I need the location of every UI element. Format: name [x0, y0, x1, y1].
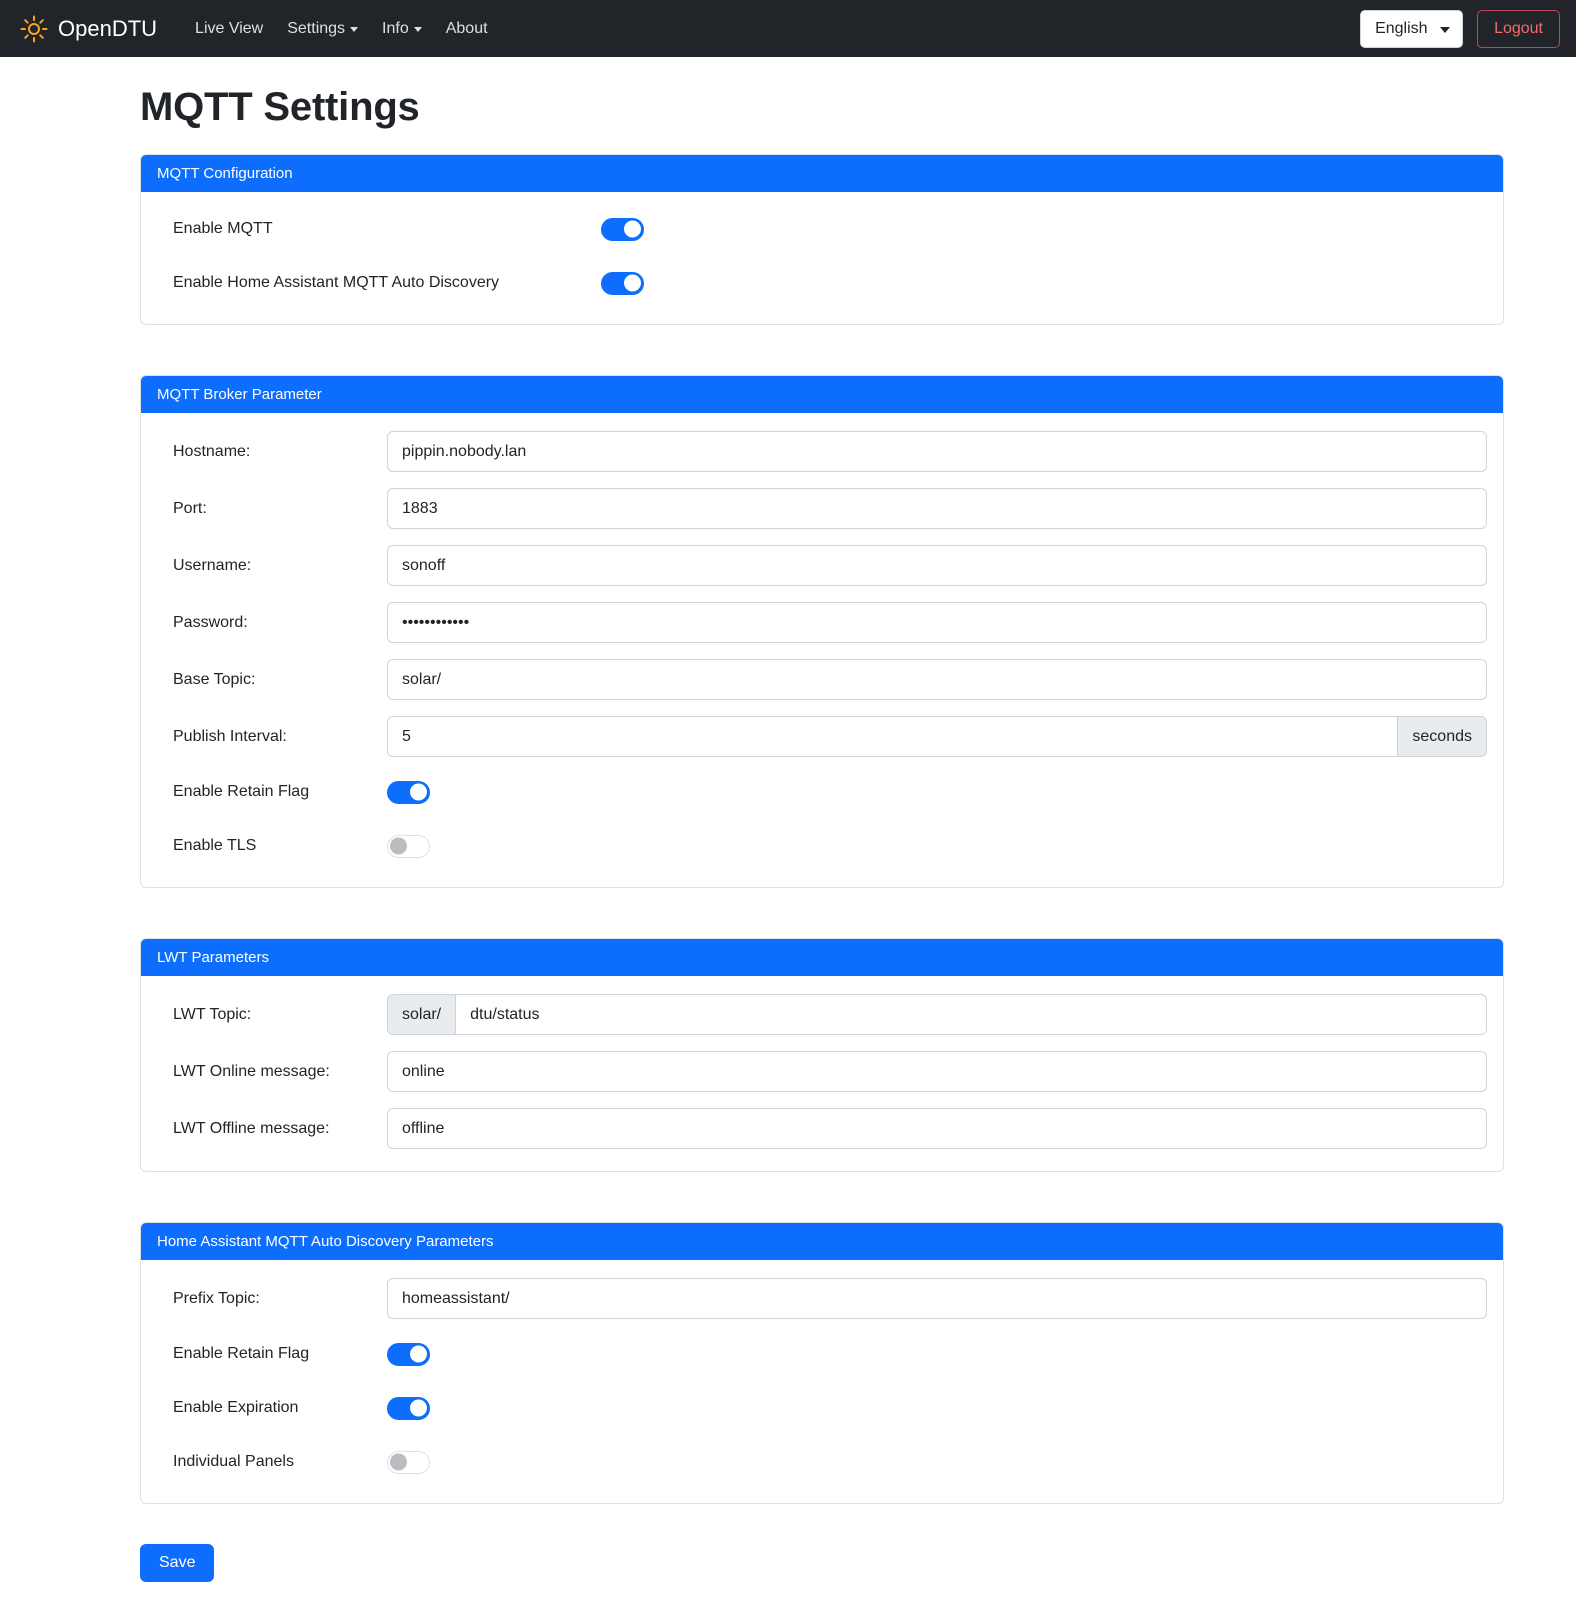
card-lwt-parameters — [140, 938, 1504, 1172]
label-prefix-topic: Prefix Topic: — [173, 1289, 260, 1307]
save-button[interactable]: Save — [140, 1544, 214, 1582]
toggle-knob — [410, 1346, 427, 1363]
card-body-homeassistant-discovery — [141, 1260, 1503, 1503]
language-select[interactable] — [1360, 10, 1463, 48]
navbar-right — [1360, 10, 1560, 48]
page-title: MQTT Settings — [140, 85, 420, 129]
row-enable-tls — [157, 827, 1487, 865]
row-retain-flag — [157, 773, 1487, 811]
row-lwt-offline — [157, 1108, 1487, 1149]
row-lwt-online — [157, 1051, 1487, 1092]
nav-settings[interactable] — [275, 12, 370, 46]
field-base-topic — [387, 659, 1487, 700]
navbar — [0, 0, 1576, 57]
toggle-knob — [410, 1400, 427, 1417]
field-port — [387, 488, 1487, 529]
lwt-offline-input[interactable] — [387, 1108, 1487, 1149]
logout-button[interactable]: Logout — [1477, 10, 1560, 48]
language-select-wrapper — [1360, 10, 1463, 48]
card-header-mqtt-broker: MQTT Broker Parameter — [141, 376, 1503, 413]
card-header-homeassistant-discovery: Home Assistant MQTT Auto Discovery Parameters — [141, 1223, 1503, 1260]
port-input[interactable] — [387, 488, 1487, 529]
hostname-input[interactable] — [387, 431, 1487, 472]
label-enable-mqtt: Enable MQTT — [173, 220, 273, 237]
label-hostname: Hostname: — [173, 442, 251, 460]
row-enable-ha-discovery — [157, 264, 1487, 302]
sun-icon — [20, 15, 48, 43]
row-lwt-topic — [157, 994, 1487, 1035]
prefix-topic-input[interactable] — [387, 1278, 1487, 1319]
label-base-topic: Base Topic: — [173, 670, 256, 688]
field-prefix-topic — [387, 1278, 1487, 1319]
toggle-cell-individual-panels — [387, 1451, 430, 1474]
password-input[interactable] — [387, 602, 1487, 643]
chevron-down-icon — [414, 27, 422, 32]
label-ha-expiration: Enable Expiration — [173, 1399, 299, 1416]
card-mqtt-broker — [140, 375, 1504, 888]
toggle-ha-expiration[interactable] — [387, 1397, 430, 1420]
label-ha-retain-flag: Enable Retain Flag — [173, 1345, 310, 1362]
field-password — [387, 602, 1487, 643]
row-ha-expiration — [157, 1389, 1487, 1427]
lwt-topic-prefix: solar/ — [387, 994, 455, 1035]
label-individual-panels: Individual Panels — [173, 1453, 294, 1470]
row-port — [157, 488, 1487, 529]
row-ha-retain-flag — [157, 1335, 1487, 1373]
toggle-enable-tls[interactable] — [387, 835, 430, 858]
field-username — [387, 545, 1487, 586]
field-lwt-topic — [387, 994, 1487, 1035]
card-header-mqtt-configuration: MQTT Configuration — [141, 155, 1503, 192]
nav-info-label: Info — [382, 19, 409, 37]
brand-label: OpenDTU — [58, 15, 158, 41]
row-base-topic — [157, 659, 1487, 700]
label-enable-tls: Enable TLS — [173, 837, 257, 854]
publish-interval-unit: seconds — [1398, 716, 1487, 757]
row-username — [157, 545, 1487, 586]
toggle-retain-flag[interactable] — [387, 781, 430, 804]
row-hostname — [157, 431, 1487, 472]
row-enable-mqtt — [157, 210, 1487, 248]
toggle-enable-mqtt[interactable] — [601, 218, 644, 241]
field-hostname — [387, 431, 1487, 472]
label-password: Password: — [173, 613, 248, 631]
card-body-mqtt-broker — [141, 413, 1503, 887]
label-port: Port: — [173, 499, 207, 517]
label-lwt-topic: LWT Topic: — [173, 1005, 252, 1023]
label-publish-interval: Publish Interval: — [173, 727, 287, 745]
label-retain-flag: Enable Retain Flag — [173, 783, 310, 800]
label-username: Username: — [173, 556, 252, 574]
base-topic-input[interactable] — [387, 659, 1487, 700]
field-publish-interval — [387, 716, 1487, 757]
label-lwt-offline: LWT Offline message: — [173, 1119, 330, 1137]
nav-about[interactable] — [434, 12, 500, 46]
row-publish-interval — [157, 716, 1487, 757]
toggle-knob — [390, 838, 407, 855]
field-lwt-online — [387, 1051, 1487, 1092]
card-body-lwt-parameters — [141, 976, 1503, 1171]
toggle-cell-enable-ha-discovery — [587, 272, 644, 295]
nav-links — [183, 12, 500, 46]
brand[interactable] — [20, 15, 157, 43]
toggle-individual-panels[interactable] — [387, 1451, 430, 1474]
nav-live-view[interactable] — [183, 12, 275, 46]
nav-settings-label: Settings — [287, 19, 346, 37]
username-input[interactable] — [387, 545, 1487, 586]
toggle-cell-enable-mqtt — [387, 218, 644, 241]
toggle-knob — [624, 275, 641, 292]
chevron-down-icon — [350, 27, 358, 32]
card-homeassistant-discovery — [140, 1222, 1504, 1504]
lwt-online-input[interactable] — [387, 1051, 1487, 1092]
row-password — [157, 602, 1487, 643]
nav-info[interactable] — [370, 12, 434, 46]
toggle-cell-ha-retain-flag — [387, 1343, 430, 1366]
toggle-knob — [390, 1454, 407, 1471]
toggle-knob — [410, 784, 427, 801]
toggle-ha-retain-flag[interactable] — [387, 1343, 430, 1366]
label-enable-ha-discovery: Enable Home Assistant MQTT Auto Discovery — [173, 274, 500, 291]
toggle-cell-retain-flag — [387, 781, 430, 804]
card-mqtt-configuration — [140, 154, 1504, 325]
label-lwt-online: LWT Online message: — [173, 1062, 330, 1080]
publish-interval-input[interactable] — [387, 716, 1398, 757]
page-content — [0, 85, 1576, 1612]
toggle-knob — [624, 221, 641, 238]
row-prefix-topic — [157, 1278, 1487, 1319]
nav-about-label: About — [445, 19, 488, 37]
row-individual-panels — [157, 1443, 1487, 1481]
toggle-cell-enable-tls — [387, 835, 430, 858]
toggle-cell-ha-expiration — [387, 1397, 430, 1420]
nav-live-view-label: Live View — [195, 19, 264, 37]
field-lwt-offline — [387, 1108, 1487, 1149]
card-body-mqtt-configuration — [141, 192, 1503, 324]
lwt-topic-input[interactable] — [455, 994, 1487, 1035]
toggle-enable-ha-discovery[interactable] — [601, 272, 644, 295]
card-header-lwt-parameters: LWT Parameters — [141, 939, 1503, 976]
